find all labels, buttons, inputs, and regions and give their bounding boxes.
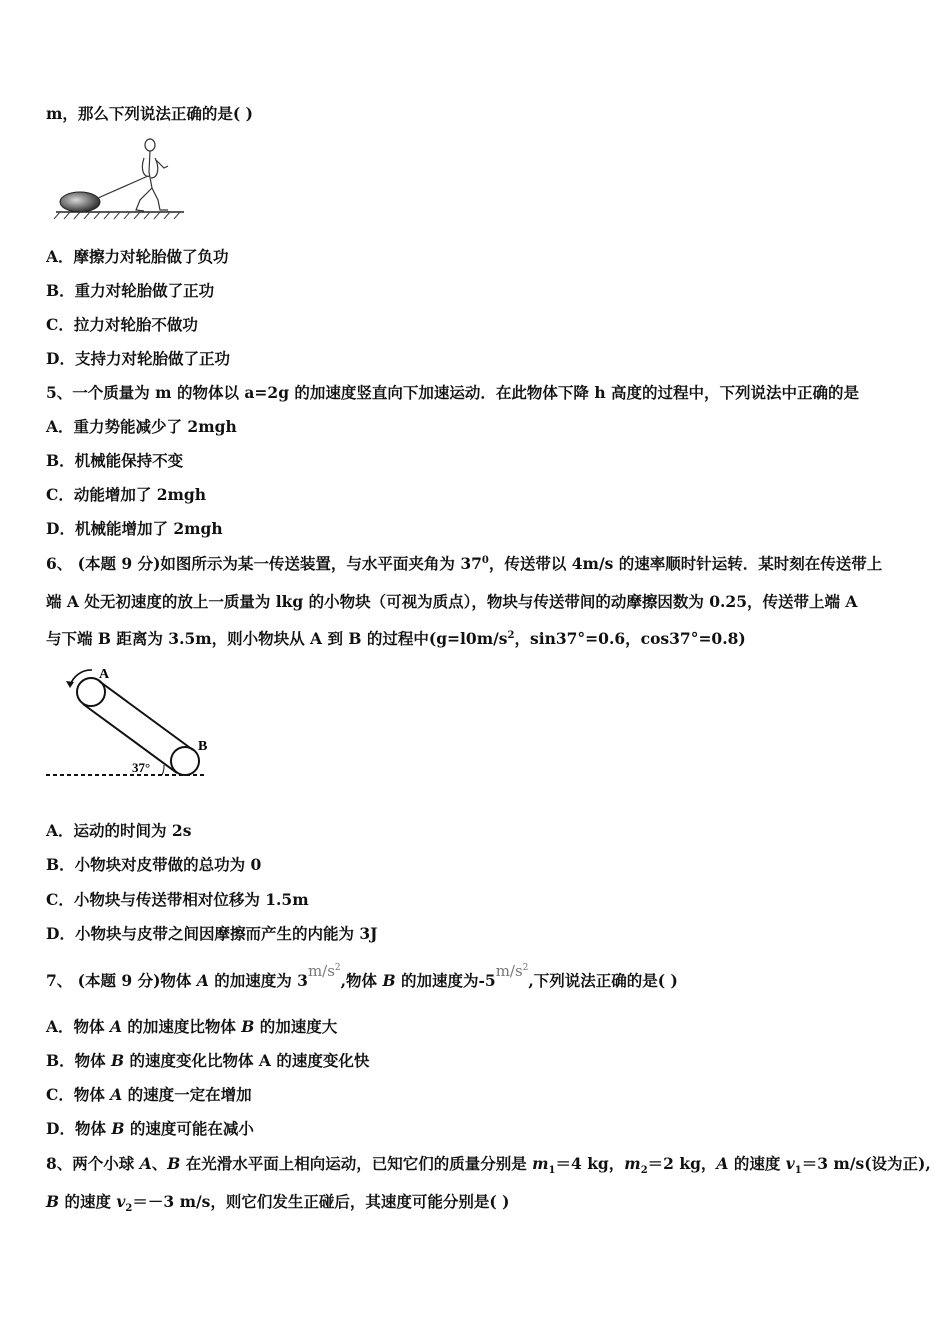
conveyor-belt-figure <box>44 662 214 786</box>
q7-option-c: C．物体 A 的速度一定在增加 <box>46 1085 252 1104</box>
q7-option-a: A．物体 A 的加速度比物体 B 的加速度大 <box>46 1017 338 1036</box>
q4-option-d: D．支持力对轮胎做了正功 <box>46 349 230 368</box>
q4-option-c: C．拉力对轮胎不做功 <box>46 315 198 334</box>
q7-option-d: D．物体 B 的速度可能在减小 <box>46 1119 254 1138</box>
q5-stem: 5、一个质量为 m 的物体以 a=2g 的加速度竖直向下加速运动．在此物体下降 h 高度的过程中，下列说法中正确的是 <box>46 383 859 402</box>
label-b: B <box>198 739 208 754</box>
q7-option-b: B．物体 B 的速度变化比物体 A 的速度变化快 <box>46 1051 370 1070</box>
q4-stem: m，那么下列说法正确的是( ) <box>46 104 253 123</box>
unit-ms2: $m/s^2$ <box>495 962 529 980</box>
q6-stem-line1: 6、 (本题 9 分)如图所示为某一传送装置，与水平面夹角为 $37^0$，传送带以 4m/s 的速率顺时针运转．某时刻在传送带上 <box>46 554 883 573</box>
tire-pulling-figure <box>52 136 192 224</box>
unit-ms2: $m/s^2$ <box>307 962 341 980</box>
q8-stem-line2: B 的速度 $v_2=-3$ m/s，则它们发生正碰后，其速度可能分别是( ) <box>46 1192 510 1215</box>
angle-label: 37° <box>132 760 151 775</box>
q8-stem-line1: 8、两个小球 A、B 在光滑水平面上相向运动，已知它们的质量分别是 $m_1=4$ kg，$m_2=2$ kg，A 的速度 $v_1=3$ m/s(设为正), <box>46 1154 931 1177</box>
q6-option-c: C．小物块与传送带相对位移为 1.5m <box>46 890 309 909</box>
q4-option-b: B．重力对轮胎做了正功 <box>46 281 215 300</box>
q6-stem-line3: 与下端 B 距离为 3.5m，则小物块从 A 到 B 的过程中($g=l0m/s^2$，sin37°=0.6，cos37°=0.8) <box>46 629 746 648</box>
q5-option-d: D．机械能增加了 2mgh <box>46 519 223 538</box>
q6-stem-line2: 端 A 处无初速度的放上一质量为 lkg 的小物块（可视为质点），物块与传送带间的动摩擦因数为 0.25，传送带上端 A <box>46 592 858 611</box>
q5-option-c: C．动能增加了 2mgh <box>46 485 207 504</box>
q6-option-a: A．运动的时间为 2s <box>46 821 192 840</box>
q6-option-b: B．小物块对皮带做的总功为 0 <box>46 855 262 874</box>
q7-stem: 7、 (本题 9 分)物体 A 的加速度为 $3m/s^2$,物体 B 的加速度为$-5m/s^2$,下列说法正确的是( ) <box>46 962 678 990</box>
q6-option-d: D．小物块与皮带之间因摩擦而产生的内能为 3J <box>46 924 378 943</box>
q5-option-b: B．机械能保持不变 <box>46 451 184 470</box>
q5-option-a: A．重力势能减少了 2mgh <box>46 417 237 436</box>
q4-option-a: A．摩擦力对轮胎做了负功 <box>46 247 229 266</box>
label-a: A <box>99 667 110 682</box>
